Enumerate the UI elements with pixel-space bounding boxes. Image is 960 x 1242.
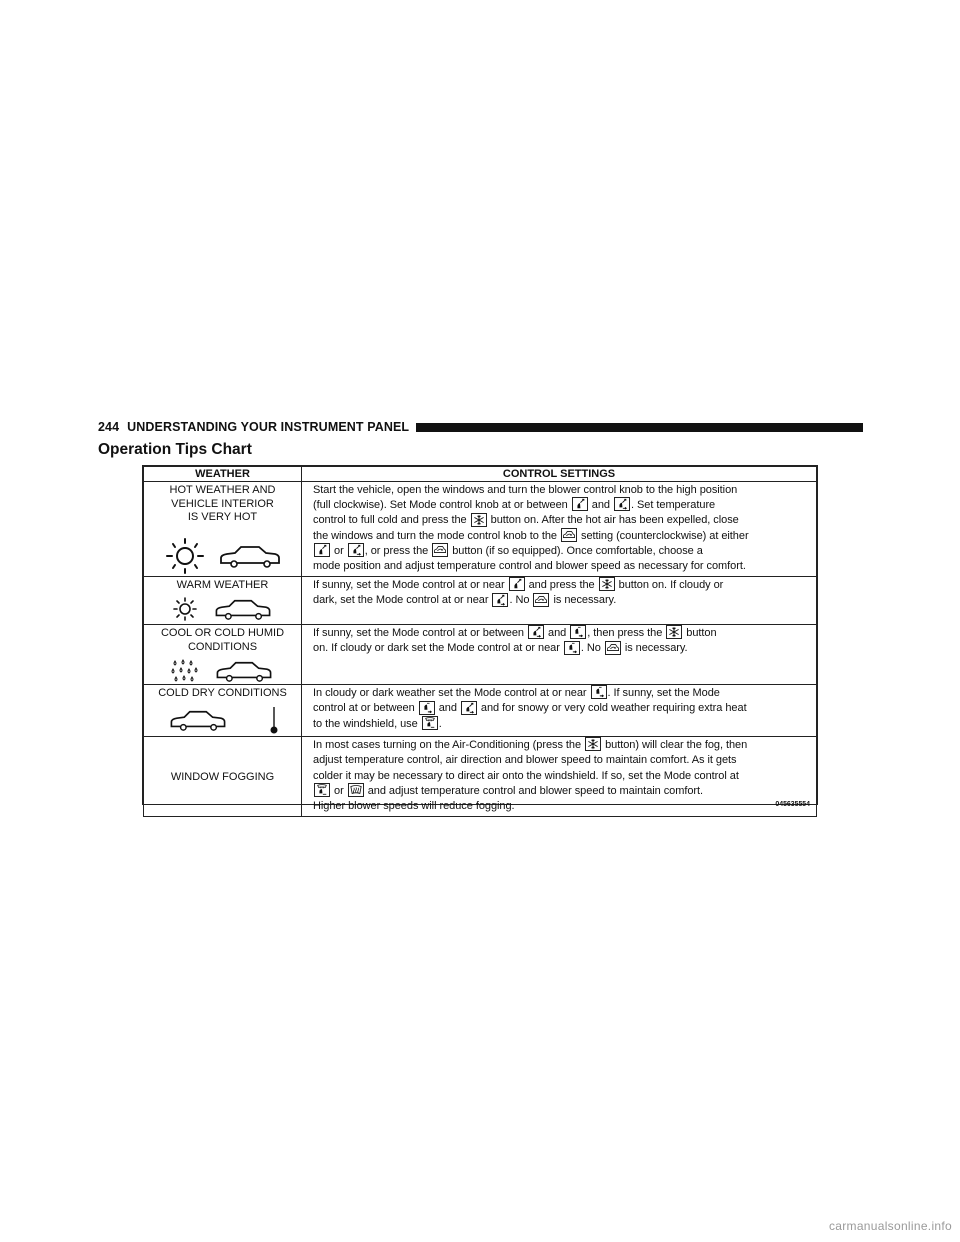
figure-id: 045635554 <box>775 801 810 809</box>
table-row <box>144 737 817 817</box>
weather-cell <box>144 685 302 737</box>
control-settings-cell <box>302 737 817 817</box>
mode-floor-icon <box>564 641 580 655</box>
rain-drops-icon <box>171 658 199 684</box>
control-text: button on. If cloudy or <box>615 579 724 592</box>
control-text: and adjust temperature control and blower speed to maintain comfort. <box>364 784 704 797</box>
mode-floor-icon <box>591 685 607 699</box>
operation-tips-chart <box>142 465 818 813</box>
table-row <box>144 577 817 625</box>
control-text: button (if so equipped). Once comfortable, choose a <box>449 544 703 557</box>
recirculation-icon <box>533 593 549 607</box>
control-text: control to full cold and press the <box>313 514 470 527</box>
controls-header: CONTROL SETTINGS <box>302 467 817 482</box>
mode-mix-icon <box>314 783 330 797</box>
defrost-icon <box>348 783 364 797</box>
mode-panel-icon <box>314 543 330 557</box>
mode-bilevel-icon <box>528 625 544 639</box>
header-rule <box>416 423 863 432</box>
control-text-line <box>313 738 810 753</box>
mode-mix-icon <box>422 716 438 730</box>
control-text: button on. After the hot air has been expelled, close <box>487 514 739 527</box>
control-text-line <box>313 513 810 528</box>
weather-cell <box>144 737 302 817</box>
control-text: (full clockwise). Set Mode control knob at or between <box>313 499 571 512</box>
weather-label: WARM WEATHER <box>176 579 269 592</box>
control-text: . <box>438 717 442 730</box>
recirculation-icon <box>432 543 448 557</box>
control-text-line <box>313 544 810 559</box>
control-text-line <box>313 483 810 498</box>
control-text: If sunny, set the Mode control at or near <box>313 579 508 592</box>
control-text-line <box>313 578 810 593</box>
control-text-line <box>313 784 810 799</box>
control-text: colder it may be necessary to direct air onto the windshield. If so, set the Mode control at <box>313 769 739 782</box>
control-settings-cell <box>302 685 817 737</box>
control-text-line <box>313 498 810 513</box>
weather-cell <box>144 625 302 685</box>
small-sun-icon <box>172 597 198 621</box>
control-text: button <box>683 627 717 640</box>
weather-label: COLD DRY CONDITIONS <box>158 687 287 700</box>
control-text: control at or between <box>313 702 418 715</box>
control-text: the windows and turn the mode control knob to the <box>313 529 560 542</box>
control-text: button) will clear the fog, then <box>602 739 748 752</box>
control-text: or <box>331 784 347 797</box>
mode-bilevel-icon <box>461 701 477 715</box>
car-icon <box>213 660 275 682</box>
mode-bilevel-icon <box>348 543 364 557</box>
weather-cell <box>144 577 302 625</box>
ac-snowflake-icon <box>599 577 615 591</box>
car-icon <box>219 544 281 568</box>
control-text: . No <box>580 642 604 655</box>
control-text: Start the vehicle, open the windows and turn the blower control knob to the high position <box>313 484 738 496</box>
control-text: and <box>435 702 460 715</box>
control-text: . If sunny, set the Mode <box>607 687 720 700</box>
control-text: . Set temperature <box>630 499 716 512</box>
control-text: and <box>588 499 613 512</box>
control-text: and for snowy or very cold weather requiring extra heat <box>477 702 747 715</box>
recirculation-icon <box>561 528 577 542</box>
control-text: , then press the <box>587 627 666 640</box>
mode-bilevel-icon <box>492 593 508 607</box>
control-text: is necessary. <box>621 642 688 655</box>
table-row <box>144 625 817 685</box>
control-text: adjust temperature control, air direction and blower speed to maintain comfort. As it gets <box>313 754 737 767</box>
ac-snowflake-icon <box>666 625 682 639</box>
control-text-line <box>313 641 810 656</box>
control-text-line <box>313 559 810 574</box>
control-text: , or press the <box>364 544 432 557</box>
control-text: and press the <box>525 579 598 592</box>
control-text: setting (counterclockwise) at either <box>578 529 749 542</box>
control-text: mode position and adjust temperature control and blower speed as necessary for comfort. <box>313 560 746 573</box>
control-text-line <box>313 769 810 784</box>
watermark-text: carmanualsonline.info <box>828 1219 952 1233</box>
page-header <box>98 419 863 435</box>
car-icon <box>212 598 274 620</box>
control-text: In cloudy or dark weather set the Mode control at or near <box>313 687 590 700</box>
mode-bilevel-icon <box>614 497 630 511</box>
control-text-line <box>313 686 810 701</box>
sun-icon <box>165 537 205 575</box>
control-text: on. If cloudy or dark set the Mode control at or near <box>313 642 563 655</box>
control-settings-cell <box>302 577 817 625</box>
thermometer-icon <box>269 705 279 735</box>
weather-header: WEATHER <box>144 467 302 482</box>
weather-label: WINDOW FOGGING <box>170 770 275 783</box>
car-icon <box>167 709 229 731</box>
control-settings-cell <box>302 625 817 685</box>
table-row <box>144 685 817 737</box>
control-text-line <box>313 753 810 768</box>
ac-snowflake-icon <box>471 513 487 527</box>
weather-label: HOT WEATHER AND VEHICLE INTERIOR IS VERY HOT <box>169 484 276 523</box>
control-text: . No <box>509 594 533 607</box>
watermark <box>0 1219 960 1233</box>
control-text: In most cases turning on the Air-Conditioning (press the <box>313 739 585 752</box>
recirculation-icon <box>605 641 621 655</box>
control-text: is necessary. <box>550 594 617 607</box>
mode-panel-icon <box>572 497 588 511</box>
control-text: If sunny, set the Mode control at or between <box>313 627 528 640</box>
control-text-line <box>313 799 810 814</box>
tips-table <box>143 466 817 817</box>
control-text: or <box>331 544 347 557</box>
control-text-line <box>313 626 810 641</box>
control-settings-cell <box>302 482 817 577</box>
header-row <box>144 467 817 482</box>
mode-panel-icon <box>509 577 525 591</box>
page-number: 244 <box>98 420 120 434</box>
weather-label: COOL OR COLD HUMID CONDITIONS <box>160 627 285 653</box>
control-text-line <box>313 529 810 544</box>
mode-floor-icon <box>570 625 586 639</box>
ac-snowflake-icon <box>585 737 601 751</box>
section-title: UNDERSTANDING YOUR INSTRUMENT PANEL <box>127 420 410 434</box>
mode-floor-icon <box>419 701 435 715</box>
table-row <box>144 482 817 577</box>
control-text-line <box>313 701 810 716</box>
control-text-line <box>313 717 810 732</box>
control-text: Higher blower speeds will reduce fogging. <box>313 800 515 813</box>
control-text-line <box>313 593 810 608</box>
control-text: to the windshield, use <box>313 717 421 730</box>
control-text: and <box>545 627 570 640</box>
weather-cell <box>144 482 302 577</box>
control-text: dark, set the Mode control at or near <box>313 594 492 607</box>
page-title: Operation Tips Chart <box>98 441 252 458</box>
